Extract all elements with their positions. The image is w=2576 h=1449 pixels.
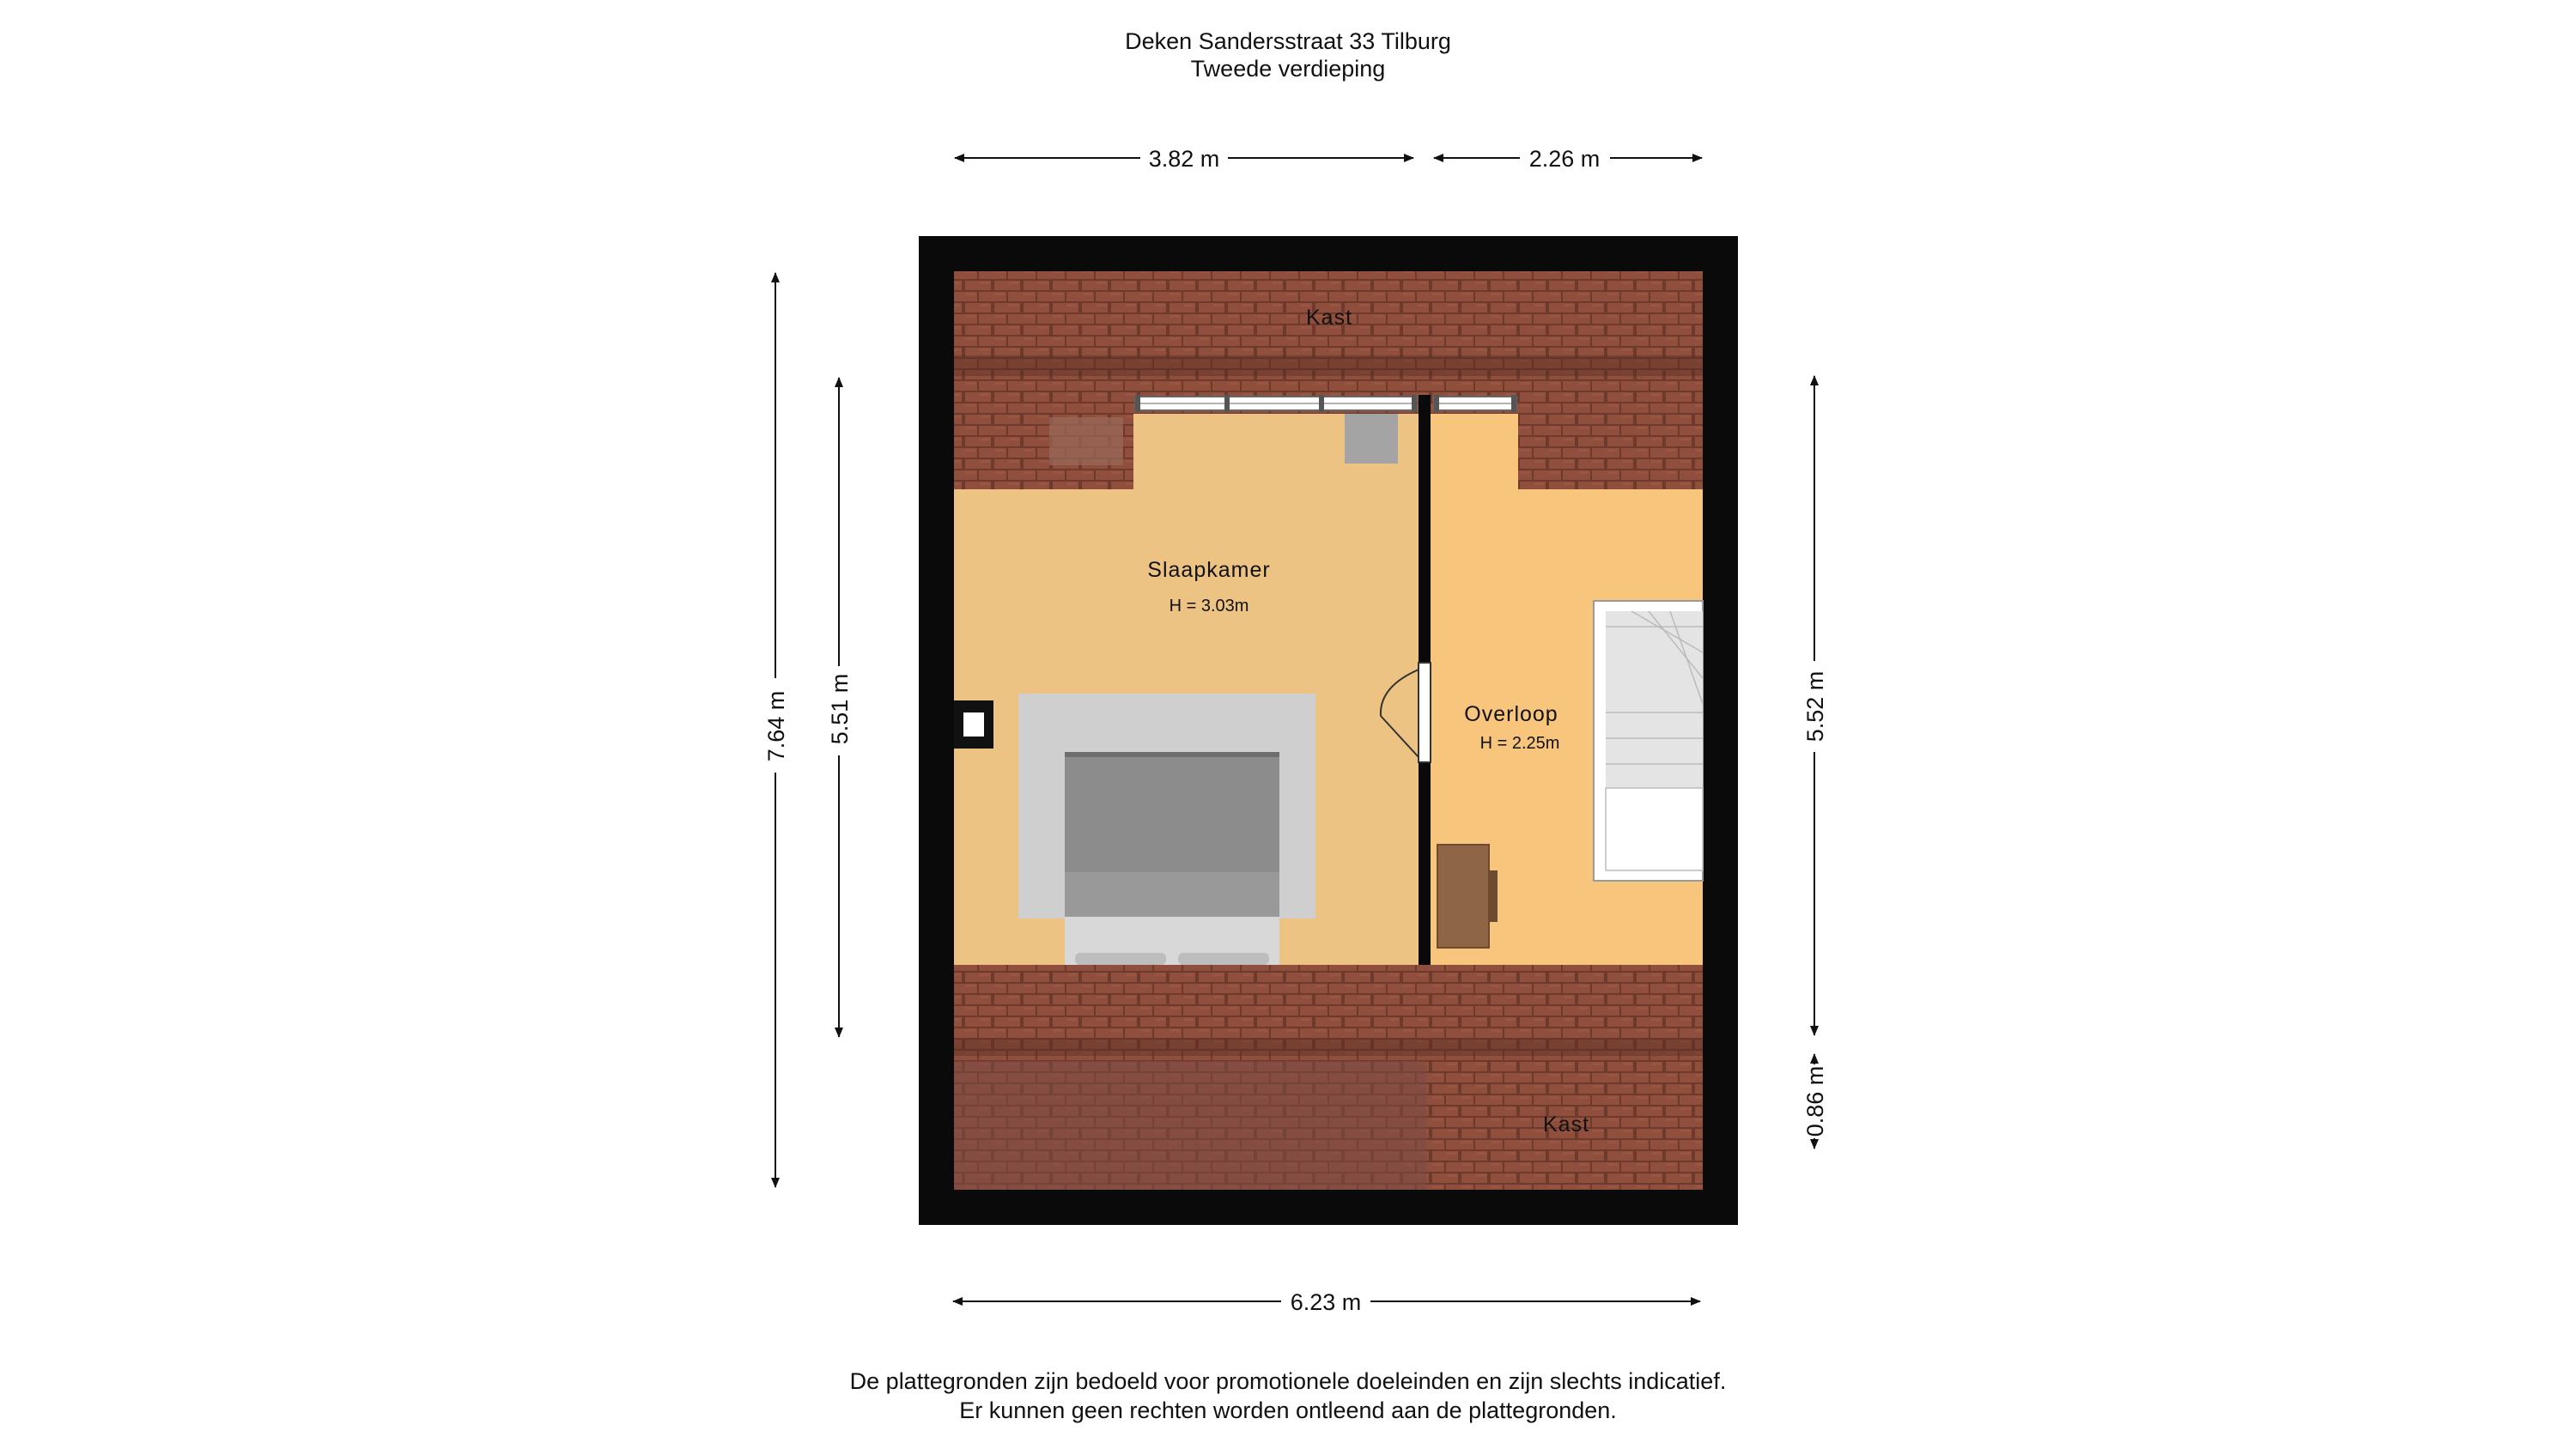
floor-title: Tweede verdieping: [1190, 56, 1386, 82]
cabinet: [1345, 414, 1398, 464]
dimension-right-upper: [1802, 376, 1828, 1035]
chimney-patch: [1049, 417, 1123, 465]
dimension-label: 5.52 m: [1802, 670, 1828, 743]
desk: [1437, 845, 1489, 948]
roof-band: [954, 1061, 1426, 1190]
dimension-top-left: [955, 146, 1413, 172]
address-title: Deken Sandersstraat 33 Tilburg: [1125, 28, 1451, 54]
disclaimer-line-2: Er kunnen geen rechten worden ontleend aan de plattegronden.: [959, 1397, 1617, 1423]
disclaimer-line-1: De plattegronden zijn bedoeld voor promotionele doeleinden en zijn slechts indicatief.: [849, 1368, 1727, 1394]
room-label-kast-bottom: Kast: [1542, 1113, 1590, 1137]
dimension-label: 3.82 m: [1148, 146, 1220, 172]
double-bed: [1065, 752, 1279, 965]
dimension-bottom: [953, 1289, 1700, 1315]
dimension-label: 7.64 m: [763, 690, 789, 762]
chimney-opening: [963, 712, 984, 737]
roof-band: [954, 355, 1703, 376]
dimension-label: 5.51 m: [827, 673, 853, 745]
staircase: [1594, 601, 1703, 881]
dimension-top-right: [1434, 146, 1702, 172]
room-label-slaapkamer: Slaapkamer: [1147, 558, 1271, 582]
dormer-window-right: [1434, 395, 1516, 412]
disclaimer: [0, 1367, 2576, 1425]
interior-wall: [1419, 762, 1431, 965]
dimension-label: 2.26 m: [1528, 146, 1601, 172]
desk-chair: [1489, 870, 1498, 922]
dimension-label: 0.86 m: [1802, 1065, 1828, 1137]
room-label-kast-top: Kast: [1305, 306, 1353, 330]
room-height-overloop: H = 2.25m: [1479, 734, 1560, 753]
room-label-overloop: Overloop: [1464, 702, 1558, 726]
dimension-label: 6.23 m: [1290, 1289, 1362, 1315]
interior-wall: [1419, 395, 1431, 663]
roof-band: [954, 1039, 1703, 1056]
dimension-left-inner: [827, 378, 853, 1037]
room-height-slaapkamer: H = 3.03m: [1169, 597, 1249, 615]
dormer-window-left: [1135, 395, 1417, 412]
dimension-left-outer: [763, 273, 789, 1187]
dimension-right-lower: [1802, 1054, 1828, 1149]
